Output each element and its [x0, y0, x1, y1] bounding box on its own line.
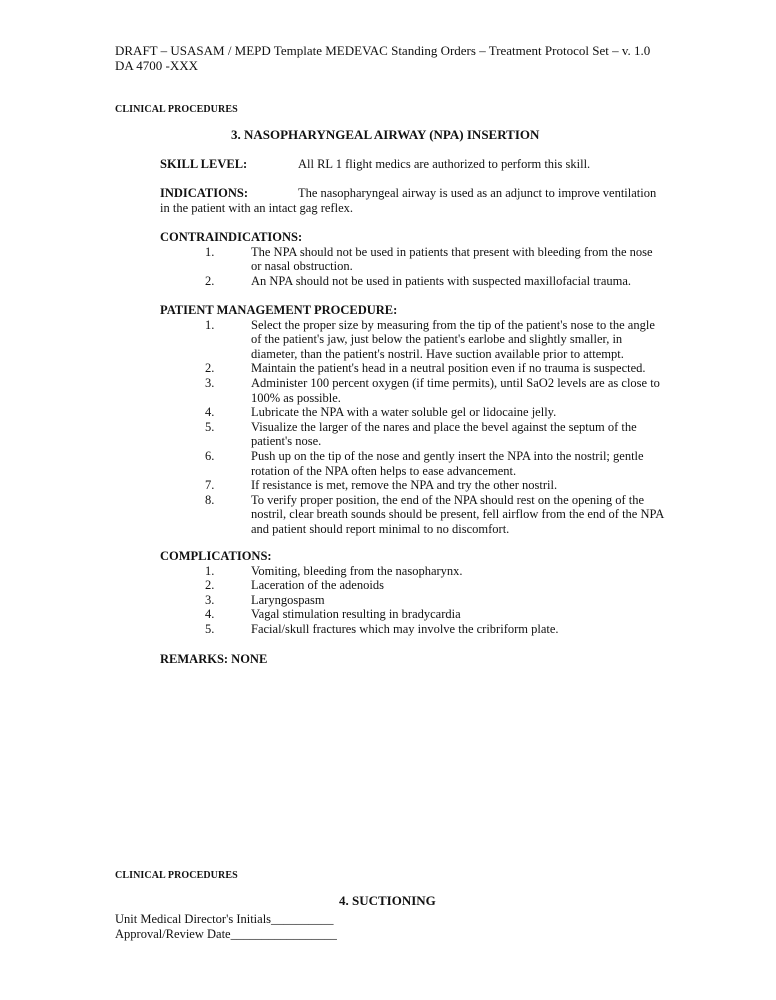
item-text: Administer 100 percent oxygen (if time permits), until SaO2 levels are as close to 100% as possible. [251, 375, 660, 405]
item-number: 2. [205, 578, 215, 593]
skill-level-label: SKILL LEVEL: [160, 157, 248, 171]
item-number: 1. [205, 244, 215, 259]
item-text: The NPA should not be used in patients that present with bleeding from the nose or nasal obstruction. [251, 244, 653, 274]
list-item [160, 578, 665, 593]
header-line-2: DA 4700 -XXX [115, 58, 199, 73]
list-item [160, 493, 665, 537]
item-text: Select the proper size by measuring from the tip of the patient's nose to the angle of the patient's jaw, just below the patient's earlobe and slightly smaller, in diameter, than the patient's nostril. Have suction available prior to attempt. [251, 317, 655, 361]
list-item [160, 622, 665, 637]
item-number: 3. [205, 375, 215, 390]
item-number: 7. [205, 478, 215, 493]
item-text: An NPA should not be used in patients with suspected maxillofacial trauma. [251, 273, 632, 288]
item-number: 4. [205, 405, 215, 420]
item-text: To verify proper position, the end of the NPA should rest on the opening of the nostril, clear breath sounds should be present, fell airflow from the end of the NPA and patient should report minimal to no discomfort. [251, 492, 664, 536]
list-item [160, 318, 665, 362]
item-number: 6. [205, 448, 215, 463]
contraindications-list [160, 245, 665, 289]
item-number: 8. [205, 492, 215, 507]
item-number: 5. [205, 621, 215, 636]
list-item [160, 274, 665, 289]
item-text: Maintain the patient's head in a neutral position even if no trauma is suspected. [251, 361, 646, 376]
section-label-top: CLINICAL PROCEDURES [115, 104, 238, 115]
item-number: 3. [205, 592, 215, 607]
item-text: Laceration of the adenoids [251, 578, 384, 593]
item-text: Lubricate the NPA with a water soluble gel or lidocaine jelly. [251, 405, 557, 420]
procedure-title: 3. NASOPHARYNGEAL AIRWAY (NPA) INSERTION [231, 127, 540, 142]
item-text: Visualize the larger of the nares and place the bevel against the septum of the patient's nose. [251, 419, 637, 449]
skill-level-row [160, 157, 665, 172]
item-text: Laryngospasm [251, 592, 325, 607]
item-text: Vagal stimulation resulting in bradycardia [251, 607, 461, 622]
item-text: Push up on the tip of the nose and gently insert the NPA into the nostril; gentle rotation of the NPA often helps to ease advancement. [251, 448, 644, 478]
procedure-heading: PATIENT MANAGEMENT PROCEDURE: [160, 303, 398, 317]
contraindications-section [160, 230, 665, 288]
complications-list [160, 564, 665, 637]
complications-heading: COMPLICATIONS: [160, 549, 272, 563]
indications-row [160, 186, 665, 215]
list-item [160, 607, 665, 622]
list-item [160, 405, 665, 420]
list-item [160, 376, 665, 405]
item-number: 2. [205, 273, 215, 288]
section-label-bottom: CLINICAL PROCEDURES [115, 870, 238, 881]
indications-label: INDICATIONS: [160, 186, 248, 200]
item-number: 4. [205, 607, 215, 622]
indications-text-first: The nasopharyngeal airway is used as an adjunct to improve ventilation [298, 186, 657, 200]
list-item [160, 420, 665, 449]
item-number: 2. [205, 361, 215, 376]
contraindications-heading: CONTRAINDICATIONS: [160, 230, 303, 244]
header-line-1: DRAFT – USASAM / MEPD Template MEDEVAC Standing Orders – Treatment Protocol Set – v. 1.0 [115, 43, 651, 58]
item-text: Vomiting, bleeding from the nasopharynx. [251, 563, 463, 578]
item-number: 5. [205, 419, 215, 434]
list-item [160, 478, 665, 493]
item-text: If resistance is met, remove the NPA and try the other nostril. [251, 478, 558, 493]
next-procedure-title: 4. SUCTIONING [339, 893, 436, 908]
approval-date-field: Approval/Review Date_________________ [115, 927, 337, 941]
list-item [160, 593, 665, 608]
complications-section [160, 549, 665, 637]
item-text: Facial/skull fractures which may involve the cribriform plate. [251, 621, 559, 636]
procedure-section [160, 303, 665, 537]
remarks: REMARKS: NONE [160, 652, 268, 666]
item-number: 1. [205, 317, 215, 332]
item-number: 1. [205, 563, 215, 578]
procedure-list [160, 318, 665, 537]
list-item [160, 564, 665, 579]
director-initials-field: Unit Medical Director's Initials__________ [115, 912, 334, 926]
list-item [160, 245, 665, 274]
document-header [115, 43, 650, 73]
list-item [160, 361, 665, 376]
list-item [160, 449, 665, 478]
skill-level-text: All RL 1 flight medics are authorized to perform this skill. [298, 157, 591, 171]
indications-text-second: in the patient with an intact gag reflex. [160, 200, 353, 215]
